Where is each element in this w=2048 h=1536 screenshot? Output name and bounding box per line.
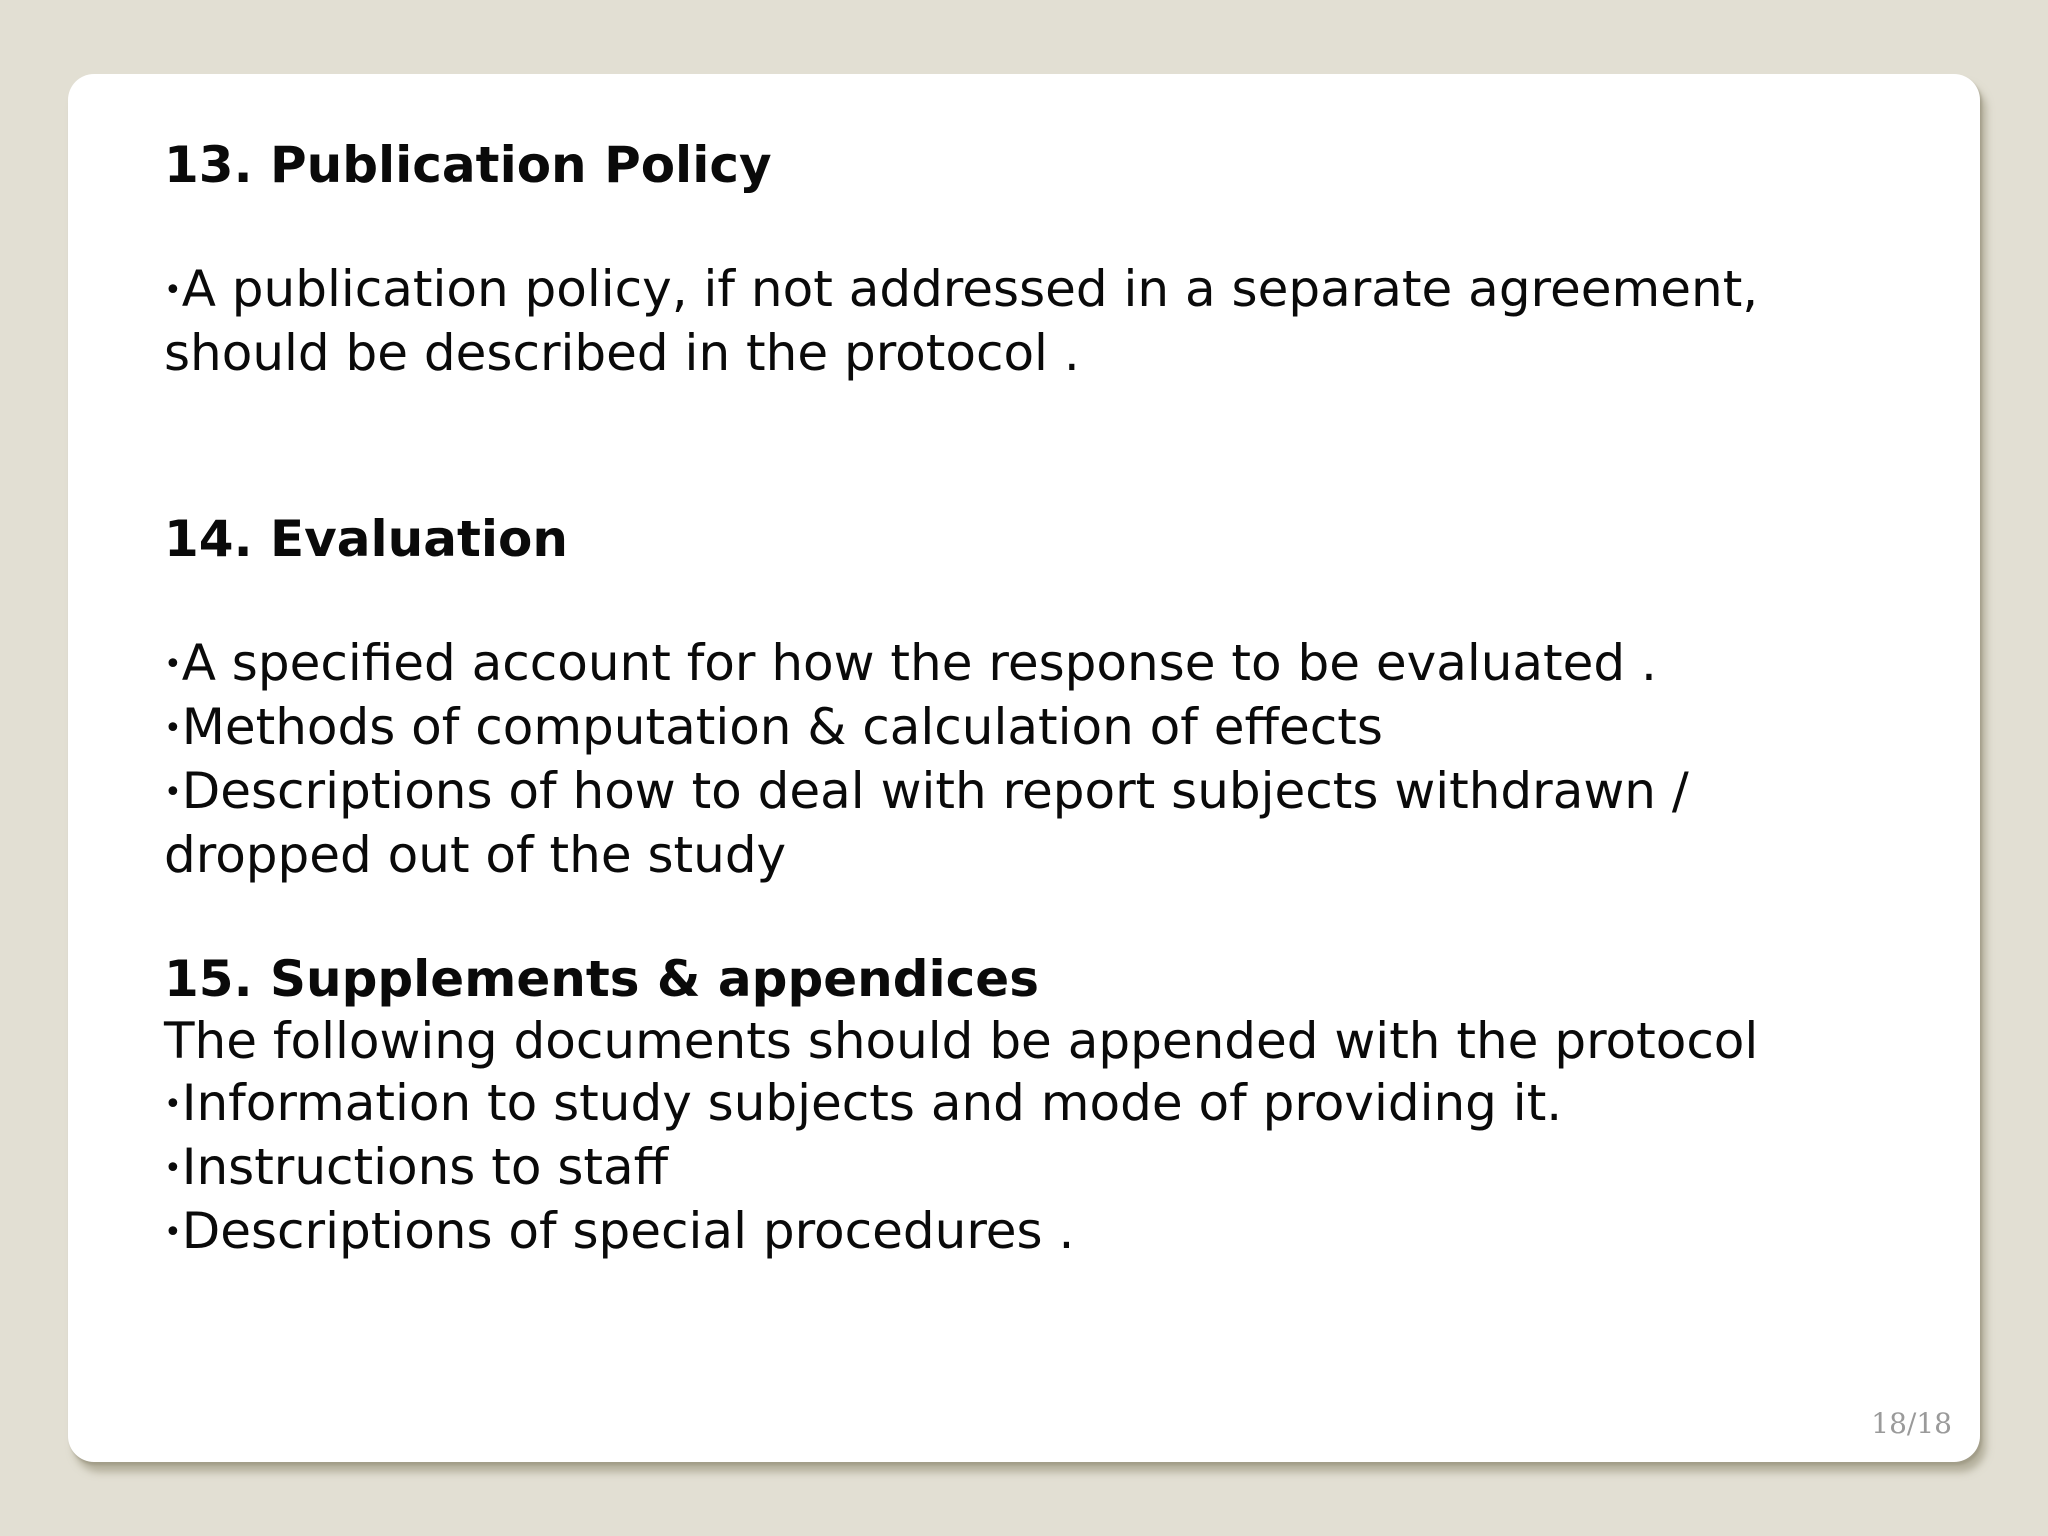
slide-content — [164, 134, 1884, 1264]
section-heading-evaluation: 14. Evaluation — [164, 510, 568, 568]
bullet-line — [164, 696, 1884, 760]
bullet-icon: • — [164, 1215, 182, 1250]
bullet-text: A specified account for how the response to be evaluated . — [181, 634, 1657, 692]
bullet-text: Descriptions of how to deal with report subjects withdrawn / — [181, 762, 1689, 820]
bullet-line — [164, 1200, 1884, 1264]
bullet-icon: • — [164, 1087, 182, 1122]
intro-line: The following documents should be appended with the protocol — [164, 1012, 1759, 1070]
continuation-line: dropped out of the study — [164, 826, 787, 884]
page-number: 18/18 — [1871, 1407, 1952, 1440]
continuation-line: should be described in the protocol . — [164, 324, 1080, 382]
bullet-icon: • — [164, 647, 182, 682]
spacer — [164, 886, 1884, 948]
section-heading-publication-policy: 13. Publication Policy — [164, 136, 772, 194]
bullet-icon: • — [164, 273, 182, 308]
spacer — [164, 570, 1884, 632]
section-heading-supplements: 15. Supplements & appendices — [164, 950, 1039, 1008]
bullet-text: Methods of computation & calculation of effects — [181, 698, 1383, 756]
bullet-line — [164, 258, 1884, 322]
bullet-line — [164, 760, 1884, 824]
slide-card — [68, 74, 1980, 1462]
spacer — [164, 196, 1884, 258]
bullet-text: A publication policy, if not addressed in a separate agreement, — [181, 260, 1759, 318]
bullet-text: Information to study subjects and mode of providing it. — [181, 1074, 1563, 1132]
bullet-icon: • — [164, 1151, 182, 1186]
spacer — [164, 384, 1884, 508]
bullet-icon: • — [164, 775, 182, 810]
bullet-text: Instructions to staff — [181, 1138, 669, 1196]
bullet-line — [164, 1136, 1884, 1200]
bullet-line — [164, 1072, 1884, 1136]
bullet-line — [164, 632, 1884, 696]
bullet-text: Descriptions of special procedures . — [181, 1202, 1075, 1260]
bullet-icon: • — [164, 711, 182, 746]
